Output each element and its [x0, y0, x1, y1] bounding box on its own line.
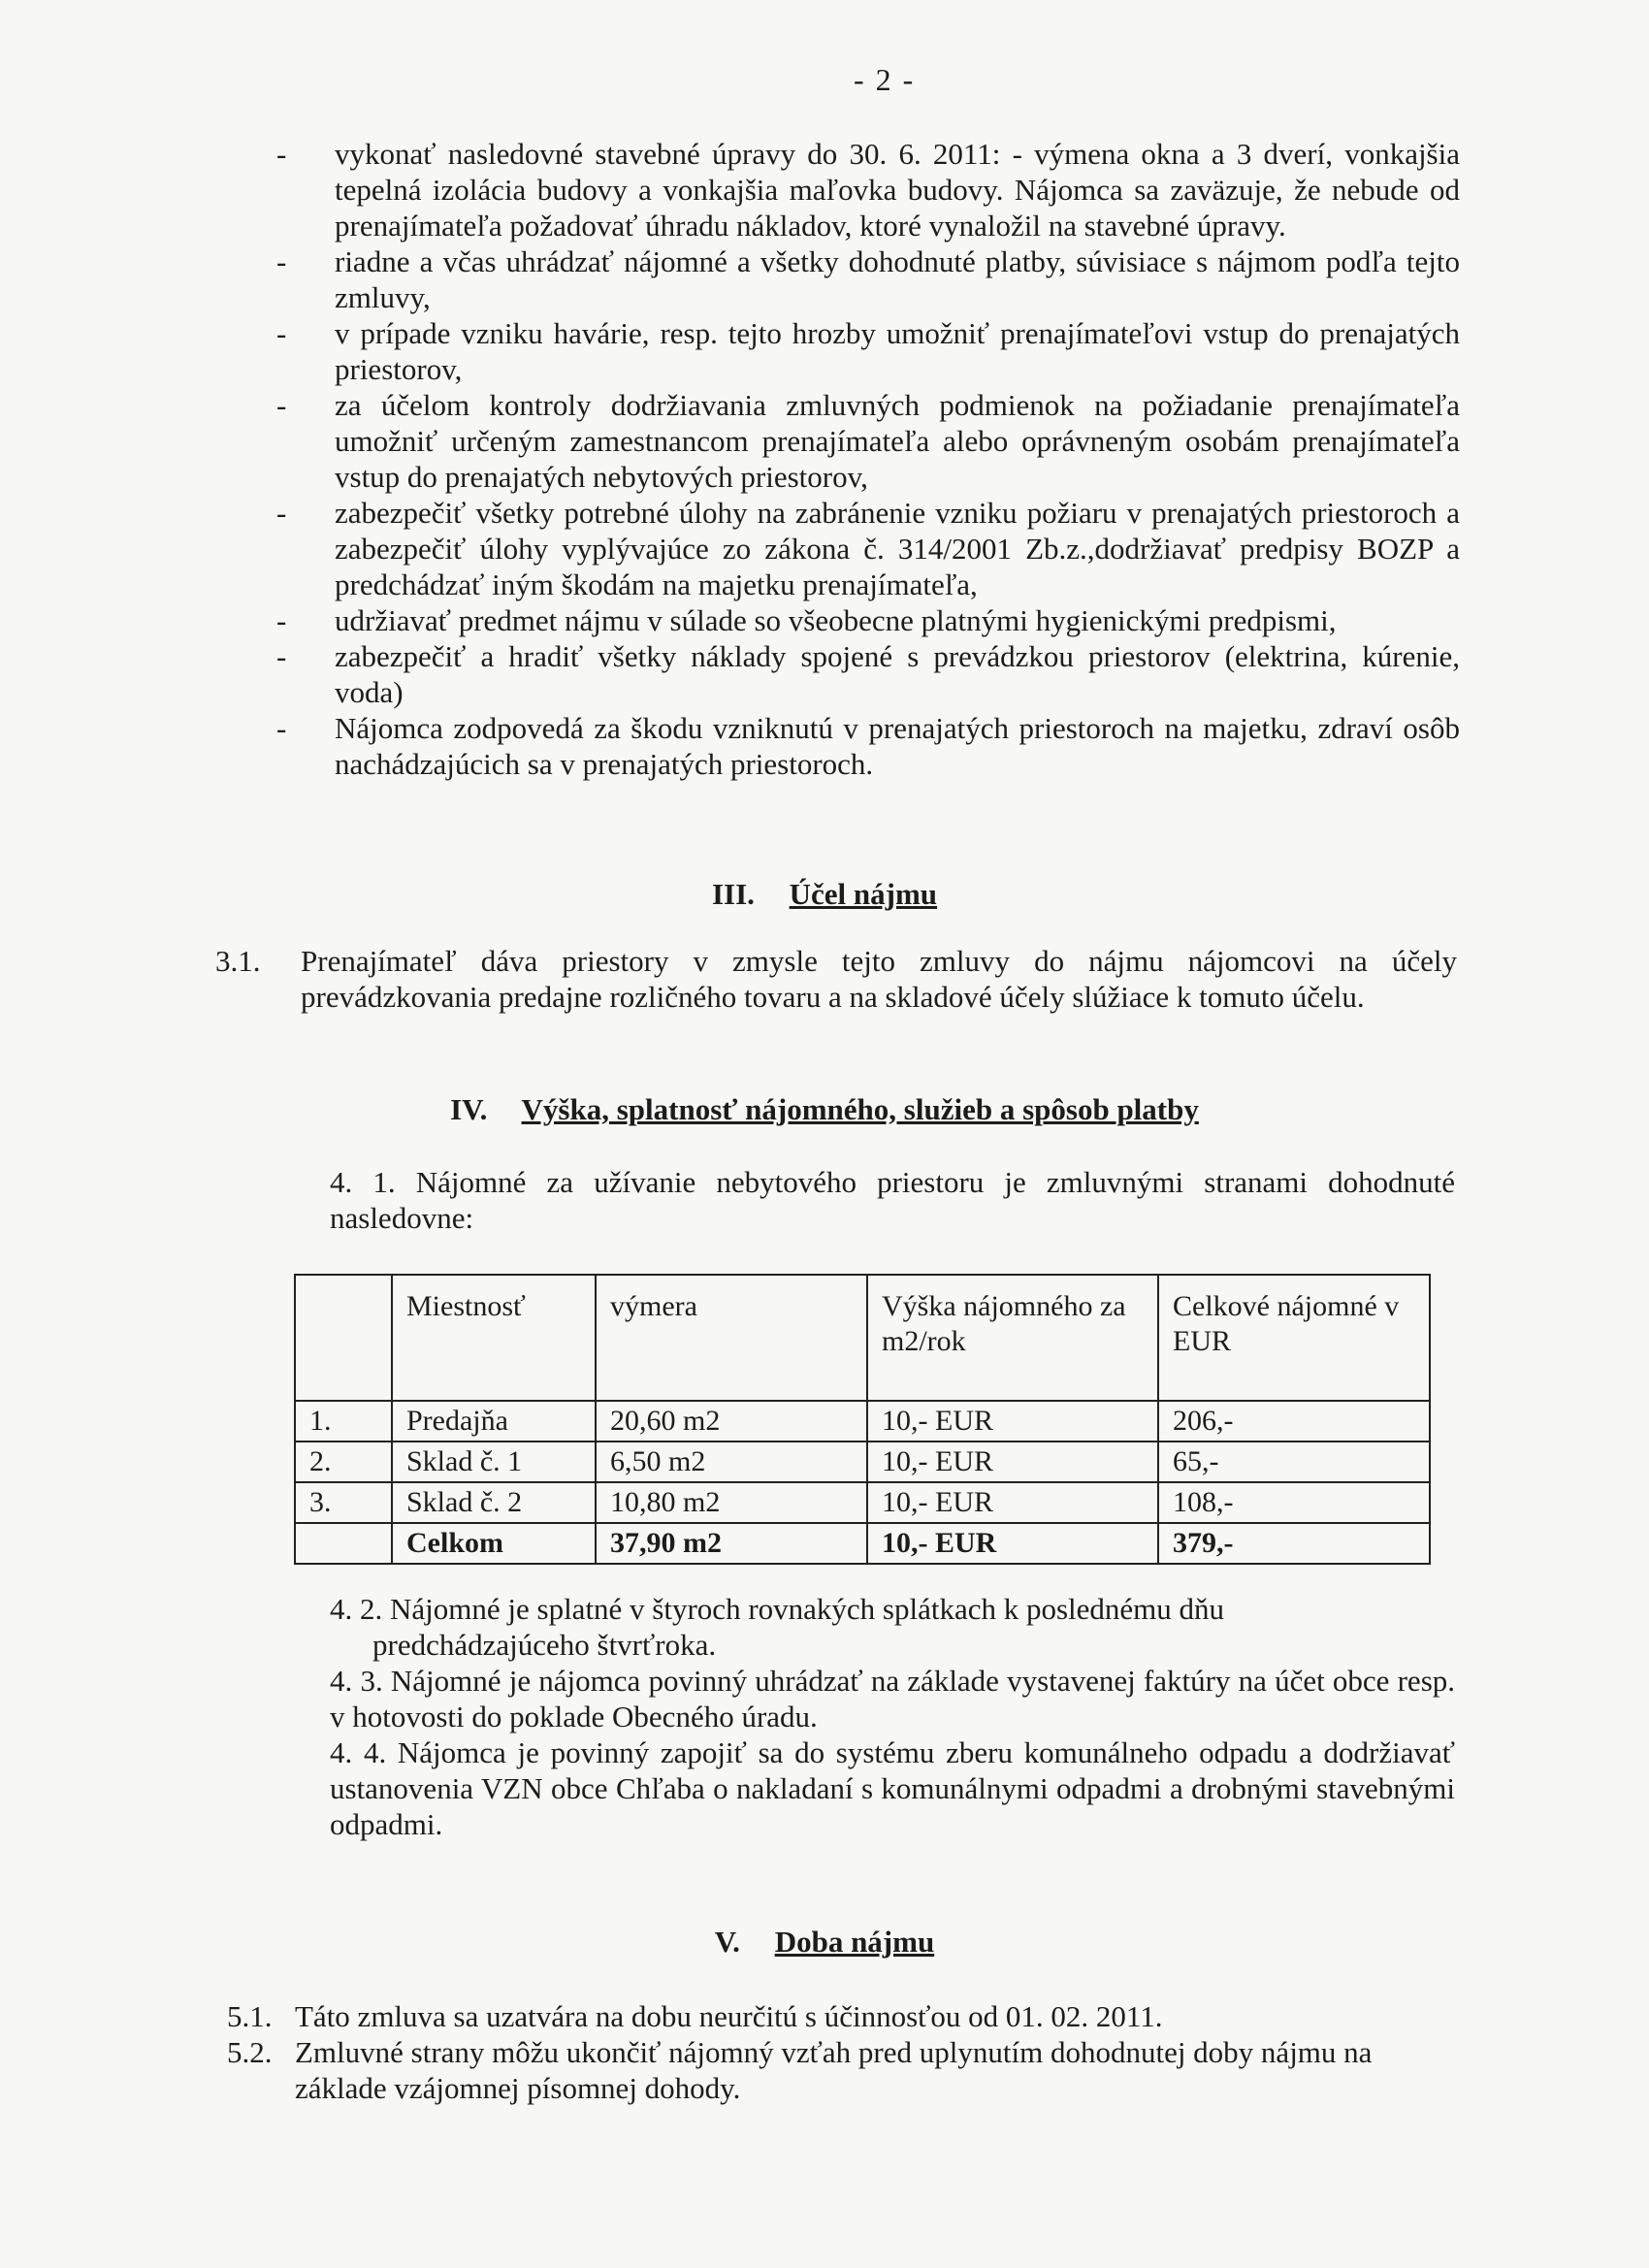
table-row: 3. Sklad č. 2 10,80 m2 10,- EUR 108,-: [295, 1482, 1430, 1523]
list-item: 5.2. Zmluvné strany môžu ukončiť nájomný vzťah pred uplynutím dohodnutej doby nájmu na základe vzájomnej písomnej dohody.: [227, 2035, 1373, 2105]
list-item: - Nájomca zodpovedá za škodu vzniknutú v prenajatých priestoroch na majetku, zdraví osôb nachádzajúcich sa v prenajatých priestoroch.: [276, 711, 1460, 781]
section-5-list: [227, 1998, 1459, 2106]
section-3-heading: [0, 877, 1649, 912]
section-title: Doba nájmu: [774, 1925, 935, 1959]
page-number: - 2 -: [854, 62, 916, 97]
list-item: - zabezpečiť všetky potrebné úlohy na zabránenie vzniku požiaru v prenajatých priestoroch a zabezpečiť úlohy vyplývajúce zo zákona č. 314/2001 Zb.z.,dodržiavať predpisy BOZP a predchádzať iným škodám na majetku prenajímateľa,: [276, 496, 1460, 601]
section-number: IV.: [450, 1092, 488, 1126]
list-item: - v prípade vzniku havárie, resp. tejto hrozby umožniť prenajímateľovi vstup do prenajatých priestorov,: [276, 316, 1460, 386]
rent-table: [294, 1274, 1431, 1565]
list-item: - udržiavať predmet nájmu v súlade so všeobecne platnými hygienickými predpismi,: [276, 603, 1337, 637]
table-row: 2. Sklad č. 1 6,50 m2 10,- EUR 65,-: [295, 1442, 1430, 1482]
section-title: Výška, splatnosť nájomného, služieb a spôsob platby: [521, 1092, 1199, 1126]
paragraph-4-2: 4. 2. Nájomné je splatné v štyroch rovnakých splátkach k poslednému dňu predchádzajúceho štvrťroka.: [330, 1592, 1225, 1662]
section-4-heading: [0, 1092, 1649, 1127]
section-5-heading: [0, 1925, 1649, 1960]
table-row: 1. Predajňa 20,60 m2 10,- EUR 206,-: [295, 1401, 1430, 1442]
table-total-row: Celkom 37,90 m2 10,- EUR 379,-: [295, 1523, 1430, 1564]
paragraph-4-3: 4. 3. Nájomné je nájomca povinný uhrádzať na základe vystavenej faktúry na účet obce resp. v hotovosti do poklade Obecného úradu.: [330, 1664, 1456, 1733]
section-number: V.: [714, 1925, 740, 1959]
paragraph-3-1: 3.1. Prenajímateľ dáva priestory v zmysle tejto zmluvy do nájmu nájomcovi na účely prevádzkovania predajne rozličného tovaru a na skladové účely slúžiace k tomuto účelu.: [215, 944, 1457, 1014]
section-title: Účel nájmu: [789, 877, 938, 911]
list-item: - zabezpečiť a hradiť všetky náklady spojené s prevádzkou priestorov (elektrina, kúrenie, voda): [276, 639, 1460, 709]
obligations-list: [276, 136, 1460, 782]
list-item: - vykonať nasledovné stavebné úpravy do 30. 6. 2011: - výmena okna a 3 dverí, vonkajšia tepelná izolácia budovy a vonkajšia maľovka budovy. Nájomca sa zaväzuje, že nebude od prenajímateľa požadovať úhradu nákladov, ktoré vynaložil na stavebné úpravy.: [276, 137, 1460, 243]
section-number: III.: [711, 877, 755, 911]
paragraph-number: 3.1.: [215, 944, 261, 978]
list-item: - za účelom kontroly dodržiavania zmluvných podmienok na požiadanie prenajímateľa umožniť určeným zamestnancom prenajímateľa alebo oprávneným osobám prenajímateľa vstup do prenajatých nebytových priestorov,: [276, 388, 1460, 494]
list-item: - riadne a včas uhrádzať nájomné a všetky dohodnuté platby, súvisiace s nájmom podľa tejto zmluvy,: [276, 244, 1460, 314]
paragraph-4-1: 4. 1. Nájomné za užívanie nebytového priestoru je zmluvnými stranami dohodnuté nasledovne:: [330, 1165, 1456, 1235]
table-header-row: Miestnosť výmera Výška nájomného za m2/rok Celkové nájomné v EUR: [295, 1275, 1430, 1401]
paragraph-4-4: 4. 4. Nájomca je povinný zapojiť sa do systému zberu komunálneho odpadu a dodržiavať ustanovenia VZN obce Chľaba o nakladaní s komunálnymi odpadmi a drobnými stavebnými odpadmi.: [330, 1735, 1455, 1841]
list-item: 5.1. Táto zmluva sa uzatvára na dobu neurčitú s účinnosťou od 01. 02. 2011.: [227, 1999, 1163, 2033]
